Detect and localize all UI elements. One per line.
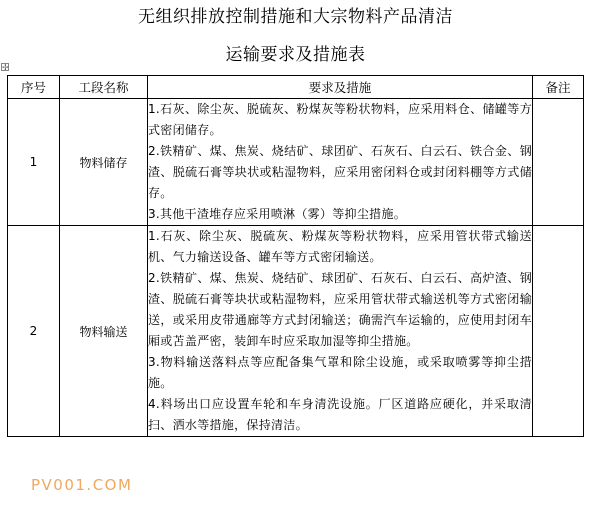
row-remarks xyxy=(533,226,584,437)
row-section-name: 物料储存 xyxy=(60,99,148,226)
table-header-row xyxy=(8,76,584,99)
row-requirements xyxy=(148,226,533,437)
requirements-table xyxy=(7,75,584,437)
row-requirements xyxy=(148,99,533,226)
table-row xyxy=(8,226,584,437)
row-serial-no: 1 xyxy=(8,99,60,226)
table-row xyxy=(8,99,584,226)
requirement-item: 4.料场出口应设置车轮和车身清洗设施。厂区道路应硬化，并采取清扫、洒水等措施，保持清洁。 xyxy=(148,397,532,432)
document-title-line2: 运输要求及措施表 xyxy=(225,45,366,65)
row-serial-no: 2 xyxy=(8,226,60,437)
header-serial-no: 序号 xyxy=(8,76,60,99)
row-section-name: 物料输送 xyxy=(60,226,148,437)
table-move-handle-icon[interactable]: ✢ xyxy=(2,63,9,72)
row-remarks xyxy=(533,99,584,226)
requirement-item: 1.石灰、除尘灰、脱硫灰、粉煤灰等粉状物料，应采用管状带式输送机、气力输送设备、罐车等方式密闭输送。 xyxy=(148,229,532,264)
requirement-item: 3.其他干渣堆存应采用喷淋（雾）等抑尘措施。 xyxy=(148,207,407,221)
requirement-item: 2.铁精矿、煤、焦炭、烧结矿、球团矿、石灰石、白云石、铁合金、钢渣、脱硫石膏等块状或粘湿物料，应采用密闭料仓或封闭料棚等方式储存。 xyxy=(148,144,532,200)
requirement-item: 1.石灰、除尘灰、脱硫灰、粉煤灰等粉状物料，应采用料仓、储罐等方式密闭储存。 xyxy=(148,102,532,137)
header-section-name: 工段名称 xyxy=(60,76,148,99)
requirement-item: 2.铁精矿、煤、焦炭、烧结矿、球团矿、石灰石、白云石、高炉渣、钢渣、脱硫石膏等块状或粘湿物料，应采用管状带式输送机等方式密闭输送，或采用皮带通廊等方式封闭输送；确需汽车运输的，应使用封闭车厢或苫盖严密，装卸车时应采取加湿等抑尘措施。 xyxy=(148,271,532,348)
watermark-logo: PV001.COM xyxy=(31,476,133,494)
header-requirements: 要求及措施 xyxy=(148,76,533,99)
header-remarks: 备注 xyxy=(533,76,584,99)
requirement-item: 3.物料输送落料点等应配备集气罩和除尘设施，或采取喷雾等抑尘措施。 xyxy=(148,355,532,390)
document-title-line1: 无组织排放控制措施和大宗物料产品清洁 xyxy=(138,7,453,27)
